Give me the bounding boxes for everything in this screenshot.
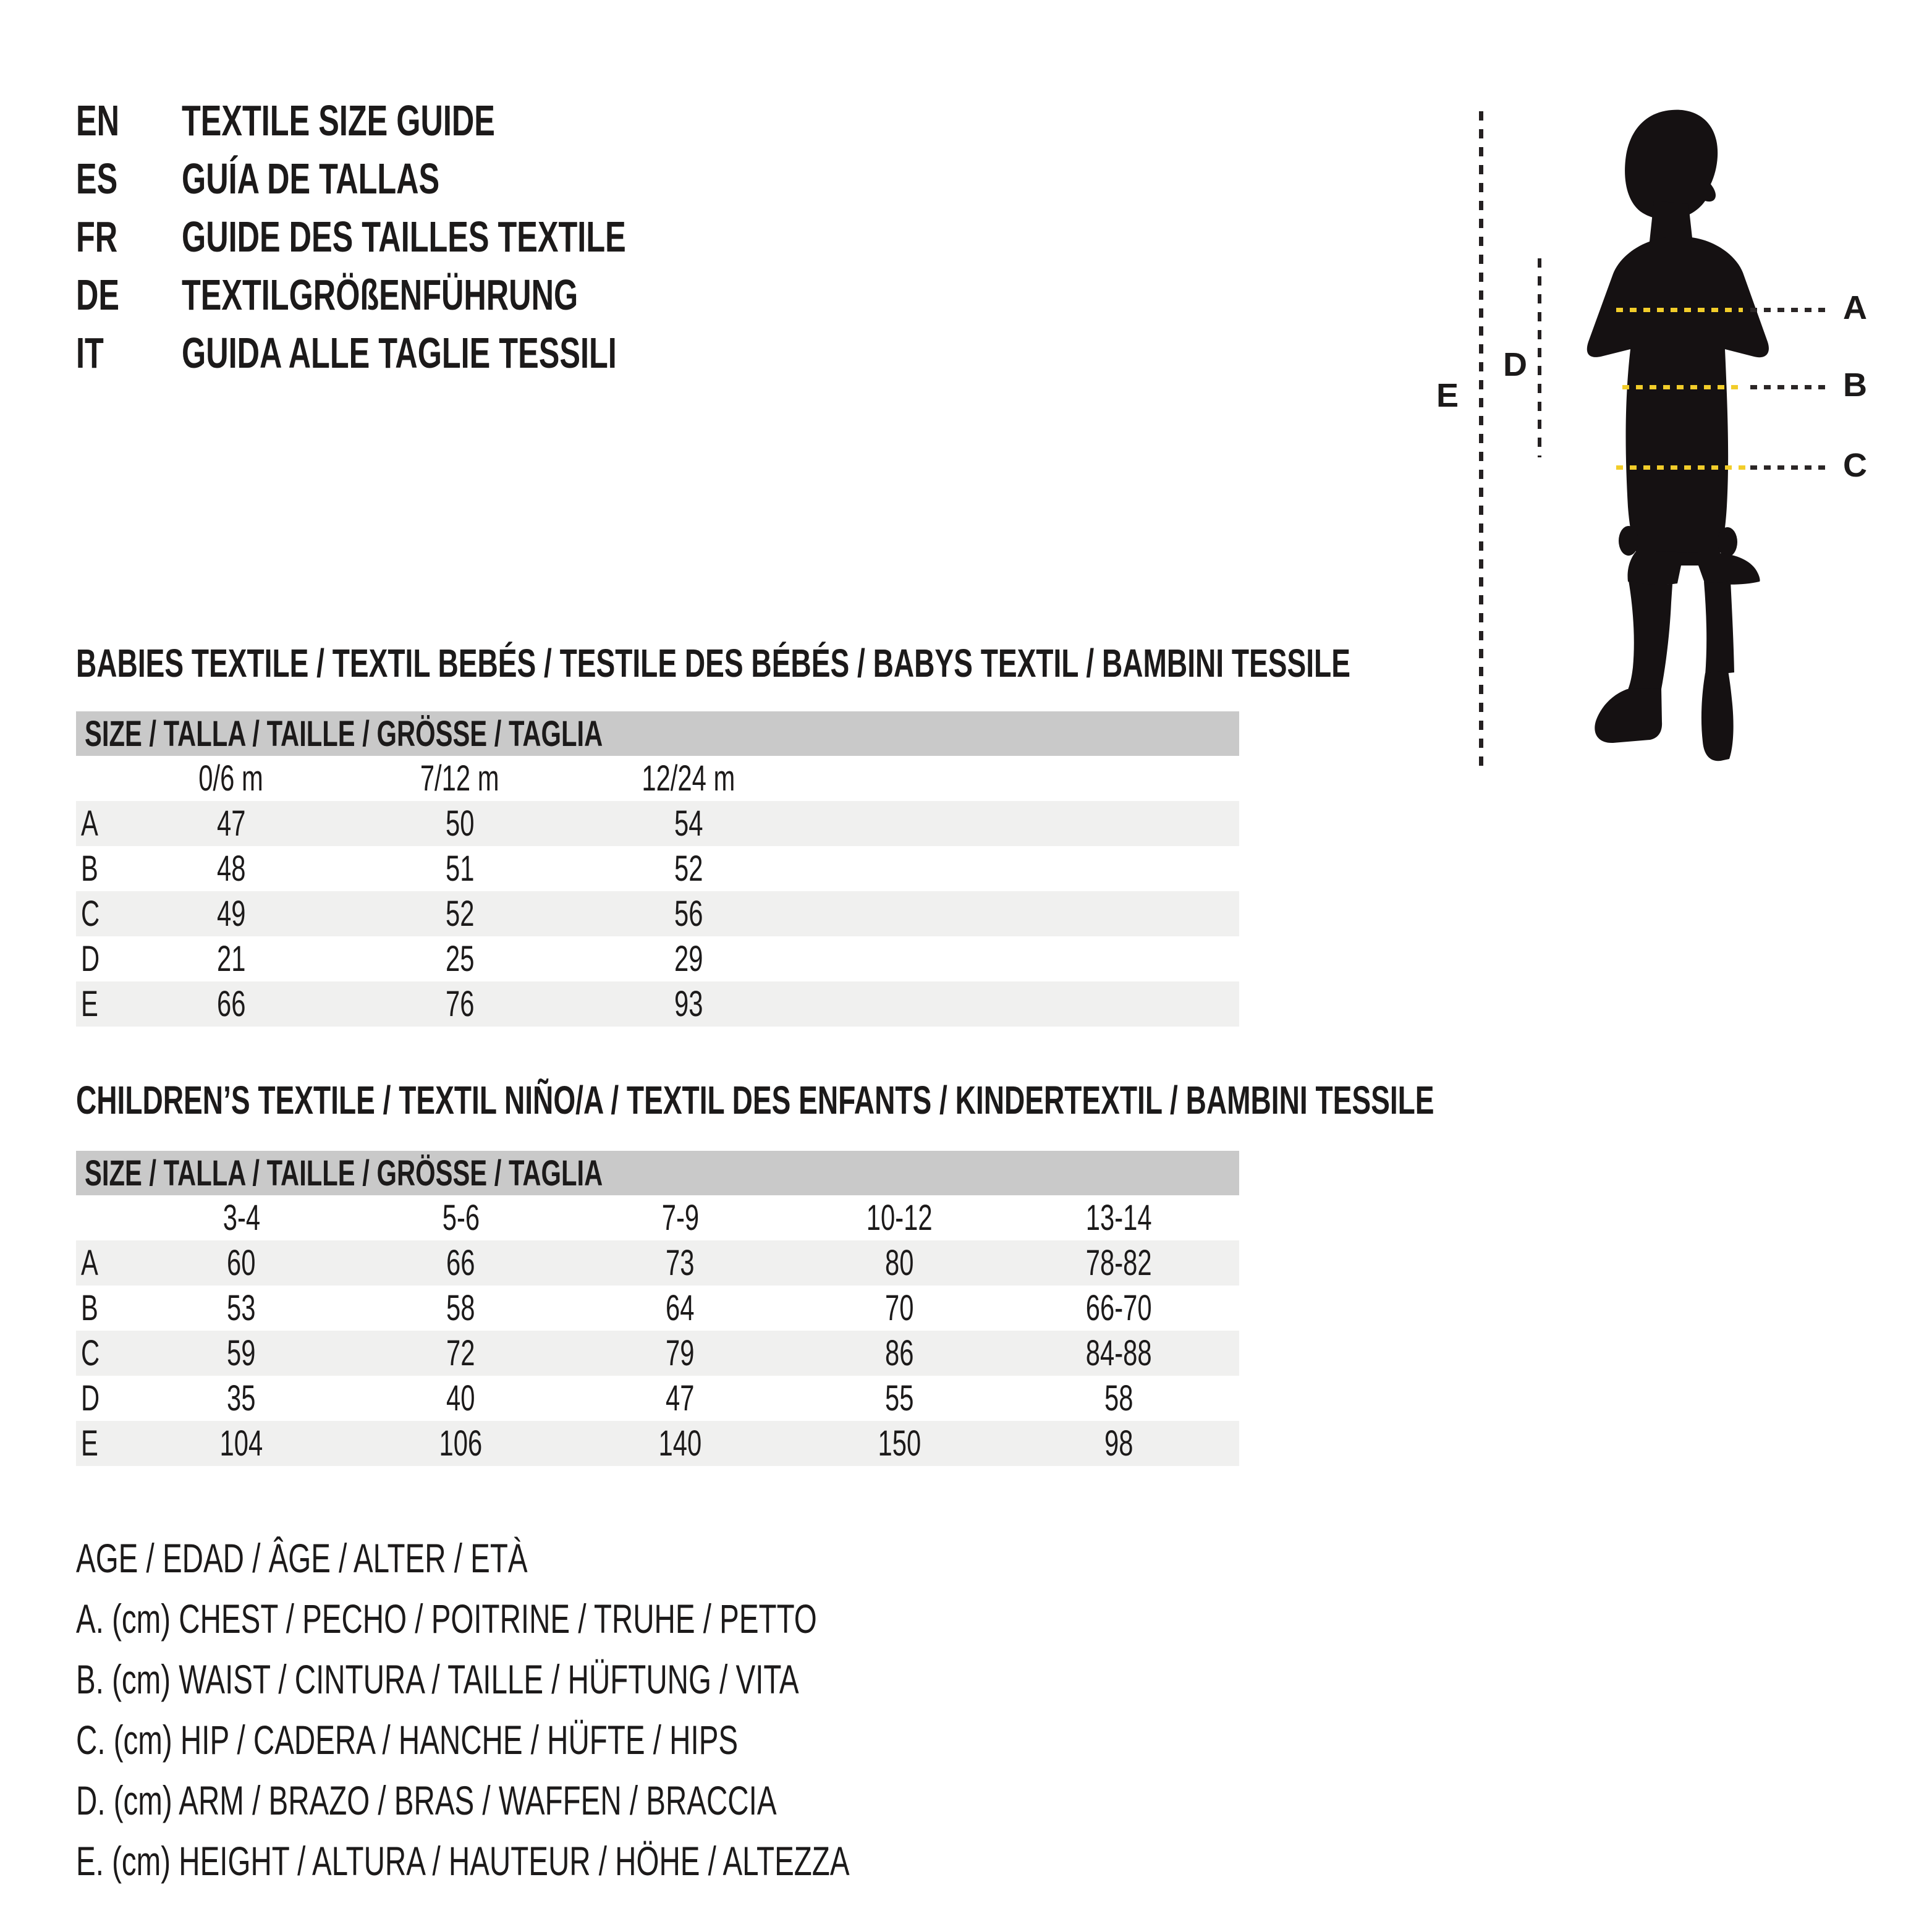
legend-chest: A. (cm) CHEST / PECHO / POITRINE / TRUHE / PETTO — [76, 1596, 817, 1642]
language-list — [76, 91, 799, 382]
table-row-e — [76, 1421, 1239, 1466]
legend-waist: B. (cm) WAIST / CINTURA / TAILLE / HÜFTUNG / VITA — [76, 1656, 799, 1702]
row-label: E — [81, 1423, 98, 1464]
waist-measure-dash-dark — [1750, 385, 1826, 389]
babies-section-title: BABIES TEXTILE / TEXTIL BEBÉS / TESTILE DES BÉBÉS / BABYS TEXTIL / BAMBINI TESSILE — [76, 641, 1350, 685]
measure-label-b: B — [1843, 366, 1867, 404]
height-measure-line-e — [1479, 111, 1483, 766]
cell-value: 51 — [445, 849, 475, 889]
table-row-c — [76, 1331, 1239, 1376]
cell-value: 58 — [1104, 1378, 1133, 1418]
cell-value: 56 — [674, 894, 703, 934]
cell-value: 98 — [1104, 1423, 1133, 1464]
row-label: B — [81, 1288, 98, 1328]
language-title: TEXTILGRÖßENFÜHRUNG — [182, 271, 578, 319]
cell-value: 25 — [445, 939, 475, 979]
language-title: GUIDE DES TAILLES TEXTILE — [182, 213, 627, 261]
table-header-bar — [76, 1151, 1239, 1195]
legend-arm: D. (cm) ARM / BRAZO / BRAS / WAFFEN / BRACCIA — [76, 1777, 777, 1823]
waist-measure-dash-yellow — [1622, 385, 1743, 389]
cell-value: 106 — [439, 1423, 483, 1464]
language-code: IT — [76, 329, 104, 377]
cell-value: 66 — [446, 1243, 475, 1283]
row-label: E — [81, 984, 98, 1024]
column-header-row — [76, 1195, 1239, 1240]
cell-value: 29 — [674, 939, 703, 979]
cell-value: 80 — [885, 1243, 914, 1283]
cell-value: 52 — [674, 849, 703, 889]
column-header: 12/24 m — [642, 758, 735, 799]
cell-value: 72 — [446, 1333, 475, 1373]
cell-value: 73 — [666, 1243, 695, 1283]
language-row-it — [76, 324, 799, 382]
language-code: EN — [76, 96, 120, 145]
cell-value: 70 — [885, 1288, 914, 1328]
cell-value: 150 — [878, 1423, 922, 1464]
table-row-e — [76, 981, 1239, 1027]
row-label: A — [81, 1243, 98, 1283]
table-row-d — [76, 1376, 1239, 1421]
row-label: C — [81, 1333, 100, 1373]
measurement-figure — [1434, 99, 1928, 797]
table-header-label: SIZE / TALLA / TAILLE / GRÖSSE / TAGLIA — [85, 713, 603, 754]
cell-value: 64 — [666, 1288, 695, 1328]
measurement-legend — [76, 1528, 1239, 1891]
cell-value: 55 — [885, 1378, 914, 1418]
language-code: FR — [76, 213, 118, 261]
row-label: C — [81, 894, 100, 934]
column-header: 13-14 — [1086, 1198, 1152, 1238]
cell-value: 40 — [446, 1378, 475, 1418]
column-header: 10-12 — [866, 1198, 933, 1238]
table-row-a — [76, 1240, 1239, 1286]
table-row-d — [76, 936, 1239, 981]
table-header-label: SIZE / TALLA / TAILLE / GRÖSSE / TAGLIA — [85, 1153, 603, 1193]
legend-height: E. (cm) HEIGHT / ALTURA / HAUTEUR / HÖHE / ALTEZZA — [76, 1838, 850, 1884]
cell-value: 47 — [666, 1378, 695, 1418]
language-row-es — [76, 150, 799, 208]
cell-value: 21 — [216, 939, 246, 979]
language-title: GUÍA DE TALLAS — [182, 155, 440, 203]
cell-value: 66-70 — [1086, 1288, 1152, 1328]
cell-value: 52 — [445, 894, 475, 934]
chest-measure-dash-dark — [1750, 308, 1826, 312]
cell-value: 86 — [885, 1333, 914, 1373]
column-header: 3-4 — [222, 1198, 260, 1238]
children-size-table — [76, 1151, 1239, 1466]
measure-label-c: C — [1843, 447, 1867, 484]
row-label: A — [81, 803, 98, 844]
language-title: TEXTILE SIZE GUIDE — [182, 96, 496, 145]
cell-value: 78-82 — [1086, 1243, 1152, 1283]
cell-value: 35 — [227, 1378, 256, 1418]
table-header-bar — [76, 711, 1239, 756]
legend-age: AGE / EDAD / ÂGE / ALTER / ETÀ — [76, 1535, 528, 1581]
cell-value: 59 — [227, 1333, 256, 1373]
cell-value: 93 — [674, 984, 703, 1024]
chest-measure-dash-yellow — [1616, 308, 1743, 312]
babies-size-table — [76, 711, 1239, 1027]
measure-label-e: E — [1436, 377, 1459, 414]
cell-value: 54 — [674, 803, 703, 844]
cell-value: 140 — [658, 1423, 702, 1464]
measure-label-a: A — [1843, 289, 1867, 326]
children-section-title: CHILDREN’S TEXTILE / TEXTIL NIÑO/A / TEXTIL DES ENFANTS / KINDERTEXTIL / BAMBINI TESSILE — [76, 1078, 1434, 1122]
language-title: GUIDA ALLE TAGLIE TESSILI — [182, 329, 617, 377]
cell-value: 53 — [227, 1288, 256, 1328]
table-row-b — [76, 1286, 1239, 1331]
cell-value: 47 — [216, 803, 246, 844]
language-row-en — [76, 91, 799, 150]
language-row-fr — [76, 208, 799, 266]
cell-value: 79 — [666, 1333, 695, 1373]
hip-measure-dash-dark — [1750, 465, 1826, 470]
row-label: B — [81, 849, 98, 889]
hip-measure-dash-yellow — [1616, 465, 1749, 470]
legend-hip: C. (cm) HIP / CADERA / HANCHE / HÜFTE / HIPS — [76, 1717, 739, 1763]
table-row-b — [76, 846, 1239, 891]
column-header: 7/12 m — [420, 758, 499, 799]
cell-value: 104 — [219, 1423, 263, 1464]
cell-value: 66 — [216, 984, 246, 1024]
row-label: D — [81, 939, 100, 979]
measure-label-d: D — [1503, 346, 1527, 383]
child-silhouette — [1570, 108, 1786, 763]
cell-value: 84-88 — [1086, 1333, 1152, 1373]
language-row-de — [76, 266, 799, 324]
cell-value: 50 — [445, 803, 475, 844]
table-row-c — [76, 891, 1239, 936]
arm-measure-line-d — [1538, 258, 1541, 457]
row-label: D — [81, 1378, 100, 1418]
column-header: 0/6 m — [198, 758, 264, 799]
column-header: 5-6 — [442, 1198, 480, 1238]
cell-value: 48 — [216, 849, 246, 889]
column-header-row — [76, 756, 1239, 801]
language-code: DE — [76, 271, 120, 319]
cell-value: 76 — [445, 984, 475, 1024]
table-row-a — [76, 801, 1239, 846]
cell-value: 58 — [446, 1288, 475, 1328]
cell-value: 60 — [227, 1243, 256, 1283]
column-header: 7-9 — [661, 1198, 699, 1238]
cell-value: 49 — [216, 894, 246, 934]
main-content — [76, 641, 1434, 1891]
language-code: ES — [76, 155, 118, 203]
